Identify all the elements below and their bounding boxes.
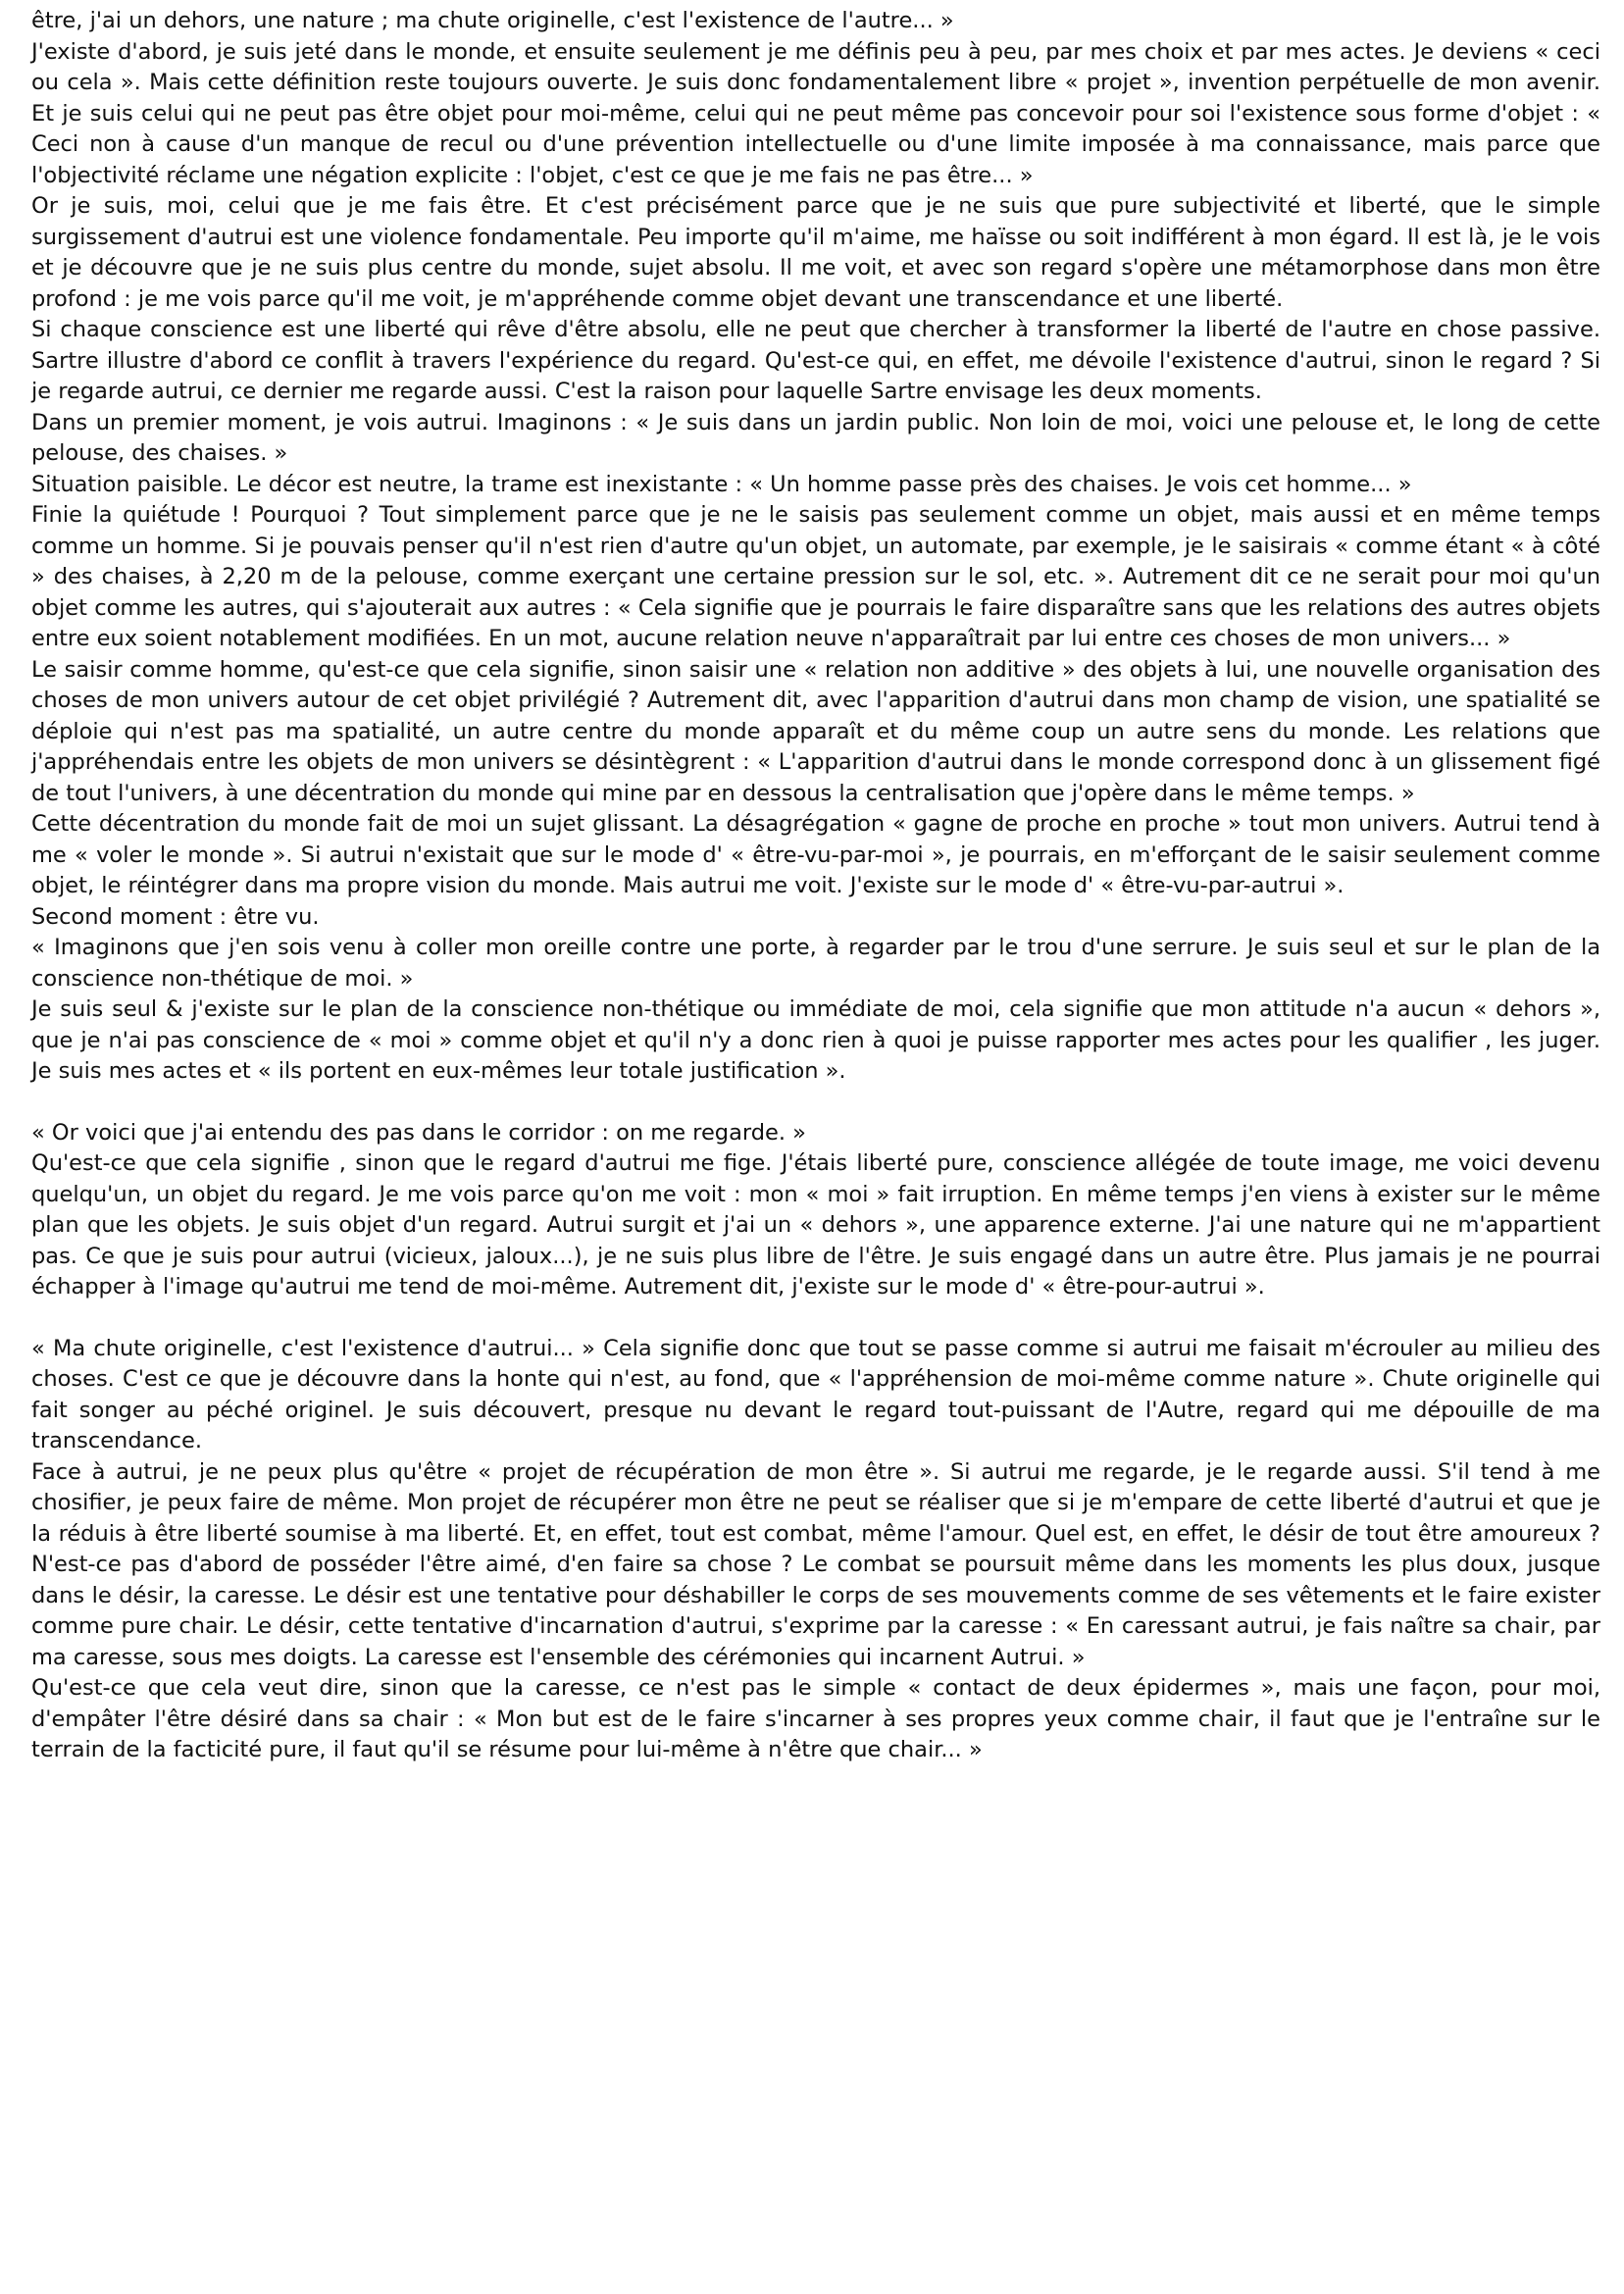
- paragraph-17: Qu'est-ce que cela veut dire, sinon que la caresse, ce n'est pas le simple « contact de deux épidermes », mais une façon, pour moi, d'empâter l'être désiré dans sa chair : « Mon but est de le faire s'incarner à ses propres yeux comme chair, il faut que je l'entraîne sur le terrain de la facticité pure, il faut qu'il se résume pour lui-même à n'être que chair... »: [31, 1675, 1600, 1762]
- paragraph-1: être, j'ai un dehors, une nature ; ma chute originelle, c'est l'existence de l'autre... »: [31, 8, 954, 33]
- paragraph-5: Dans un premier moment, je vois autrui. Imaginons : « Je suis dans un jardin public. Non loin de moi, voici une pelouse et, le long de cette pelouse, des chaises. »: [31, 409, 1600, 466]
- paragraph-12: Je suis seul & j'existe sur le plan de la conscience non-thétique ou immédiate de moi, cela signifie que mon attitude n'a aucun « dehors », que je n'ai pas conscience de « moi » comme objet et qu'il n'y a donc rien à quoi je puisse rapporter mes actes pour les qualifier , les juger. Je suis mes actes et « ils portent en eux-mêmes leur totale justification ».: [31, 996, 1600, 1084]
- paragraph-16: Face à autrui, je ne peux plus qu'être « projet de récupération de mon être ». Si autrui me regarde, je le regarde aussi. S'il tend à me chosifier, je peux faire de même. Mon projet de récupérer mon être ne peut se réaliser que si je m'empare de cette liberté d'autrui et que je la réduis à être liberté soumise à ma liberté. Et, en effet, tout est combat, même l'amour. Quel est, en effet, le désir de tout être amoureux ? N'est-ce pas d'abord de posséder l'être aimé, d'en faire sa chose ? Le combat se poursuit même dans les moments les plus doux, jusque dans le désir, la caresse. Le désir est une tentative pour déshabiller le corps de ses mouvements comme de ses vêtements et le faire exister comme pure chair. Le désir, cette tentative d'incarnation d'autrui, s'exprime par la caresse : « En caressant autrui, je fais naître sa chair, par ma caresse, sous mes doigts. La caresse est l'ensemble des cérémonies qui incarnent Autrui. »: [31, 1458, 1600, 1670]
- paragraph-3: Or je suis, moi, celui que je me fais être. Et c'est précisément parce que je ne suis que pure subjectivité et liberté, que le simple surgissement d'autrui est une violence fondamentale. Peu importe qu'il m'aime, me haïsse ou soit indifférent à mon égard. Il est là, je le vois et je découvre que je ne suis plus centre du monde, sujet absolu. Il me voit, et avec son regard s'opère une métamorphose dans mon être profond : je me vois parce qu'il me voit, je m'appréhende comme objet devant une transcendance et une liberté.: [31, 193, 1600, 312]
- paragraph-15: « Ma chute originelle, c'est l'existence d'autrui... » Cela signifie donc que tout se passe comme si autrui me faisait m'écrouler au milieu des choses. C'est ce que je découvre dans la honte qui n'est, au fond, que « l'appréhension de moi-même comme nature ». Chute originelle qui fait songer au péché originel. Je suis découvert, presque nu devant le regard tout-puissant de l'Autre, regard qui me dépouille de ma transcendance.: [31, 1335, 1600, 1453]
- paragraph-14: Qu'est-ce que cela signifie , sinon que le regard d'autrui me fige. J'étais liberté pure, conscience allégée de toute image, me voici devenu quelqu'un, un objet du regard. Je me vois parce qu'on me voit : mon « moi » fait irruption. En même temps j'en viens à exister sur le même plan que les objets. Je suis objet d'un regard. Autrui surgit et j'ai un « dehors », une apparence externe. J'ai une nature qui ne m'appartient pas. Ce que je suis pour autrui (vicieux, jaloux...), je ne suis plus libre de l'être. Je suis engagé dans un autre être. Plus jamais je ne pourrai échapper à l'image qu'autrui me tend de moi-même. Autrement dit, j'existe sur le mode d' « être-pour-autrui ».: [31, 1150, 1600, 1300]
- paragraph-2: J'existe d'abord, je suis jeté dans le monde, et ensuite seulement je me définis peu à peu, par mes choix et par mes actes. Je deviens « ceci ou cela ». Mais cette définition reste toujours ouverte. Je suis donc fondamentalement libre « projet », invention perpétuelle de mon avenir. Et je suis celui qui ne peut pas être objet pour moi-même, celui qui ne peut même pas concevoir pour soi l'existence sous forme d'objet : « Ceci non à cause d'un manque de recul ou d'une prévention intellectuelle ou d'une limite imposée à ma connaissance, mais parce que l'objectivité réclame une négation explicite : l'objet, c'est ce que je me fais ne pas être... »: [31, 38, 1600, 188]
- paragraph-9: Cette décentration du monde fait de moi un sujet glissant. La désagrégation « gagne de proche en proche » tout mon univers. Autrui tend à me « voler le monde ». Si autrui n'existait que sur le mode d' « être-vu-par-moi », je pourrais, en m'efforçant de le saisir seulement comme objet, le réintégrer dans ma propre vision du monde. Mais autrui me voit. J'existe sur le mode d' « être-vu-par-autrui ».: [31, 811, 1600, 898]
- paragraph-6: Situation paisible. Le décor est neutre, la trame est inexistante : « Un homme passe près des chaises. Je vois cet homme... »: [31, 471, 1412, 497]
- paragraph-13: « Or voici que j'ai entendu des pas dans le corridor : on me regarde. »: [31, 1119, 806, 1146]
- paragraph-8: Le saisir comme homme, qu'est-ce que cela signifie, sinon saisir une « relation non additive » des objets à lui, une nouvelle organisation des choses de mon univers autour de cet objet privilégié ? Autrement dit, avec l'apparition d'autrui dans mon champ de vision, une spatialité se déploie qui n'est pas ma spatialité, un autre centre du monde apparaît et du même coup un autre sens du monde. Les relations que j'appréhendais entre les objets de mon univers se désintègrent : « L'apparition d'autrui dans le monde correspond donc à un glissement figé de tout l'univers, à une décentration du monde qui mine par en dessous la centralisation que j'opère dans le même temps. »: [31, 656, 1600, 806]
- paragraph-4: Si chaque conscience est une liberté qui rêve d'être absolu, elle ne peut que chercher à transformer la liberté de l'autre en chose passive. Sartre illustre d'abord ce conflit à travers l'expérience du regard. Qu'est-ce qui, en effet, me dévoile l'existence d'autrui, sinon le regard ? Si je regarde autrui, ce dernier me regarde aussi. C'est la raison pour laquelle Sartre envisage les deux moments.: [31, 317, 1600, 404]
- document-page: [31, 6, 1600, 1766]
- paragraph-7: Finie la quiétude ! Pourquoi ? Tout simplement parce que je ne le saisis pas seulement comme un objet, mais aussi et en même temps comme un homme. Si je pouvais penser qu'il n'est rien d'autre qu'un objet, un automate, par exemple, je le saisirais « comme étant « à côté » des chaises, à 2,20 m de la pelouse, comme exerçant une certaine pression sur le sol, etc. ». Autrement dit ce ne serait pour moi qu'un objet comme les autres, qui s'ajouterait aux autres : « Cela signifie que je pourrais le faire disparaître sans que les relations des autres objets entre eux soient notablement modifiées. En un mot, aucune relation neuve n'apparaîtrait par lui entre ces choses de mon univers... »: [31, 502, 1600, 651]
- paragraph-10: Second moment : être vu.: [31, 903, 320, 930]
- paragraph-11: « Imaginons que j'en sois venu à coller mon oreille contre une porte, à regarder par le trou d'une serrure. Je suis seul et sur le plan de la conscience non-thétique de moi. »: [31, 935, 1600, 992]
